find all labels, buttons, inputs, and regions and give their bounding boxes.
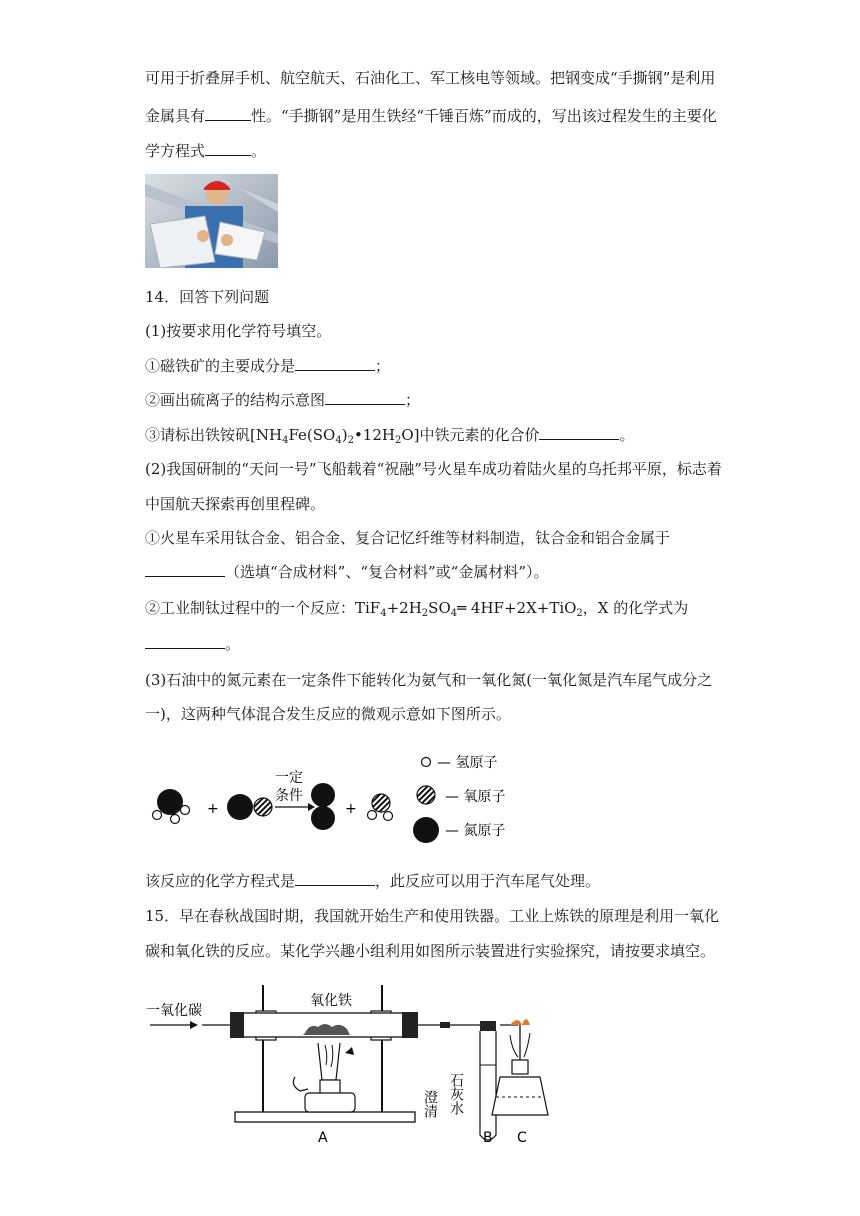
answer-blank[interactable] xyxy=(205,106,251,121)
hydrogen-atom-icon xyxy=(422,758,431,767)
text-line: ①磁铁矿的主要成分是 ； xyxy=(145,357,391,375)
nitric-oxide-molecule xyxy=(227,794,272,820)
ammonia-molecule xyxy=(153,789,190,824)
alcohol-lamp-c xyxy=(492,1019,548,1115)
condition-label-bottom: 条件 xyxy=(275,788,303,804)
water-molecule xyxy=(368,794,393,821)
carbon-monoxide-label: 一氧化碳 xyxy=(146,1003,202,1019)
text-line: 中国航天探索再创里程碑。 xyxy=(145,495,326,513)
text-line: (3)石油中的氮元素在一定条件下能转化为氨气和一氧化氮(一氧化氮是汽车尾气成分之 xyxy=(145,671,713,689)
legend-hydrogen: — 氢原子 xyxy=(437,755,498,771)
oxygen-atom-icon xyxy=(417,786,435,804)
text-line: 学方程式 。 xyxy=(145,142,267,160)
text-line: ②工业制钛过程中的一个反应：$TiF_4+2H_2SO_4═$ 4HF+2X+TiO$_2$，X 的化学式为 xyxy=(145,599,689,619)
text-line: (1)按要求用化学符号填空。 xyxy=(145,322,332,340)
nitrogen-atom-icon xyxy=(413,817,439,843)
answer-blank[interactable] xyxy=(295,356,375,371)
worker-photo xyxy=(145,174,278,268)
condition-label-top: 一定 xyxy=(275,770,303,786)
answer-blank[interactable] xyxy=(539,425,619,440)
diagram-legend xyxy=(413,755,505,843)
iron-stand-base xyxy=(235,1112,415,1122)
alcohol-burner-a xyxy=(293,1043,355,1112)
text-line: 该反应的化学方程式是 ，此反应可以用于汽车尾气处理。 xyxy=(145,872,601,890)
limewater-label-right: 石灰水 xyxy=(448,1073,464,1115)
plus-sign: + xyxy=(345,801,357,817)
gas-inflow-arrow-icon xyxy=(190,1021,198,1029)
answer-blank[interactable] xyxy=(145,562,225,577)
iron-smelting-apparatus-diagram xyxy=(140,985,580,1150)
apparatus-label-b: B xyxy=(483,1130,493,1146)
text-line: 可用于折叠屏手机、航空航天、石油化工、军工核电等领域。把钢变成“手撕钢”是利用 xyxy=(145,69,716,87)
right-stopper xyxy=(402,1012,418,1038)
legend-oxygen: — 氧原子 xyxy=(445,789,506,805)
text-line: ①火星车采用钛合金、铝合金、复合记忆纤维等材料制造，钛合金和铝合金属于 xyxy=(145,529,671,547)
text-line: 。 xyxy=(145,634,240,654)
test-tube-b xyxy=(480,1021,496,1140)
flame-icon xyxy=(510,1019,530,1025)
left-stopper xyxy=(230,1012,244,1038)
text-line: 金属具有 性。“手撕钢”是用生铁经“千锤百炼”而成的，写出该过程发生的主要化 xyxy=(145,107,717,125)
text-line: ③请标出铁铵矾$[NH_4Fe(SO_4)_2•12H_2O]$中铁元素的化合价 。 xyxy=(145,426,635,446)
iron-oxide-label: 氧化铁 xyxy=(310,993,352,1009)
question-15-title: 15．早在春秋战国时期，我国就开始生产和使用铁器。工业上炼铁的原理是利用一氧化 xyxy=(145,907,720,925)
apparatus-label-c: C xyxy=(517,1130,527,1146)
text-line: 一)，这两种气体混合发生反应的微观示意如下图所示。 xyxy=(145,705,511,723)
plus-sign: + xyxy=(207,801,219,817)
apparatus-label-a: A xyxy=(318,1130,328,1146)
text-line: (2)我国研制的“天问一号”飞船载着“祝融”号火星车成功着陆火星的乌托邦平原，标志着 xyxy=(145,460,722,478)
answer-blank[interactable] xyxy=(295,871,375,886)
nitrogen-molecule xyxy=(311,783,335,830)
text-line: 碳和氧化铁的反应。某化学兴趣小组利用如图所示装置进行实验探究，请按要求填空。 xyxy=(145,942,716,960)
text-line: （选填“合成材料”、“复合材料”或“金属材料”）。 xyxy=(145,562,549,582)
answer-blank[interactable] xyxy=(325,390,405,405)
reaction-arrow-icon xyxy=(275,803,315,811)
answer-blank[interactable] xyxy=(205,141,251,156)
text-line: ②画出硫离子的结构示意图 ； xyxy=(145,391,421,409)
question-14-title: 14．回答下列问题 xyxy=(145,288,270,306)
reaction-micro-diagram xyxy=(145,745,525,850)
legend-nitrogen: — 氮原子 xyxy=(445,823,506,839)
answer-blank[interactable] xyxy=(145,634,225,649)
limewater-label-left: 澄清 xyxy=(422,1090,438,1118)
